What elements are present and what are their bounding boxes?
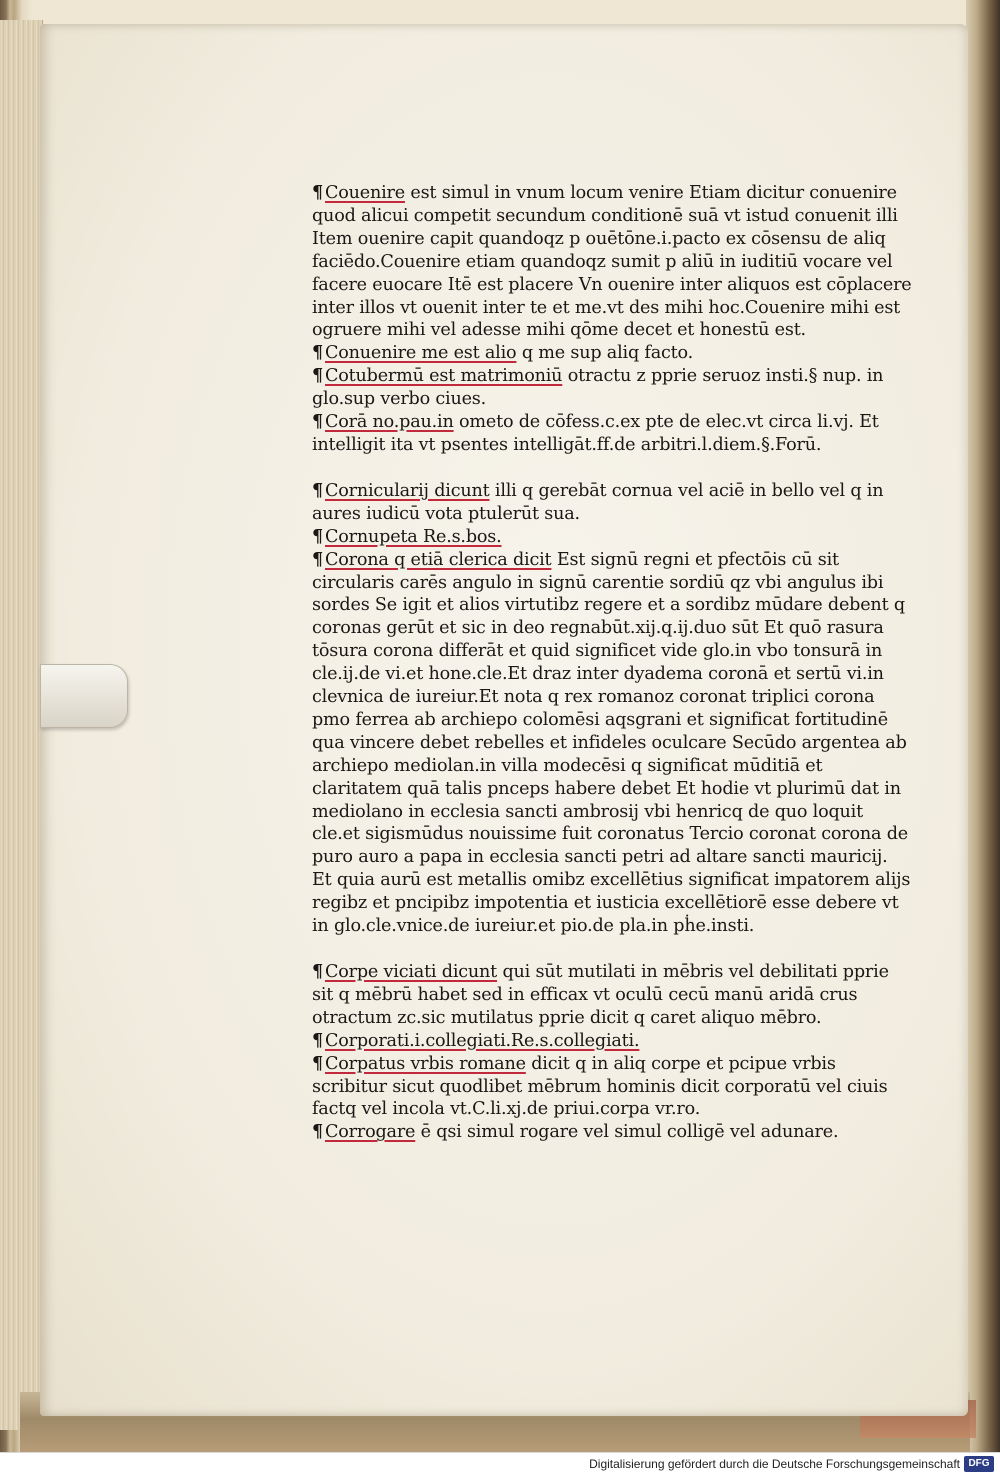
entry-cotubermu	[312, 365, 912, 411]
entry-head: Corrogare	[325, 1122, 416, 1143]
entry-corona	[312, 549, 912, 938]
pilcrow-icon: ¶	[312, 1029, 323, 1051]
footer-bar	[0, 1452, 1000, 1477]
page-clip	[40, 664, 128, 728]
entry-text: est simul in vnum locum venire Etiam dicitur conuenire quod alicui competit secundum conditionē suā vt istud conuenit illi Item ouenire capit quandoqz p ouētōne.i.pacto ex cōsensu de aliq faciēdo.Couenire etiam quandoqz sumit p aliū in iuditiū vocare vel facere euocare Itē est placere Vn ouenire inter aliquos est cōplacere inter illos vt ouenit inter te et me.vt des mihi hoc.Couenire mihi est ogruere mihi vel adesse mihi qōme decet et honestū est.	[312, 183, 912, 341]
entry-head: Couenire	[325, 183, 405, 203]
pilcrow-icon: ¶	[312, 182, 323, 203]
pilcrow-icon: ¶	[312, 961, 323, 982]
left-page-stack	[0, 20, 43, 1430]
pilcrow-icon: ¶	[312, 1121, 323, 1143]
pilcrow-icon: ¶	[312, 548, 323, 570]
pilcrow-icon: ¶	[312, 365, 323, 387]
entry-text: ometo de cōfess.c.ex pte de elec.vt circa li.vj. Et intelligit ita vt psentes intelligāt.ff.de arbitri.l.diem.§.Forū.	[312, 412, 879, 455]
entry-head: Corona q etiā clerica dicit	[325, 549, 552, 570]
entry-corporati	[312, 1030, 912, 1053]
entry-corrogare	[312, 1121, 912, 1144]
entry-cora	[312, 411, 912, 457]
entry-text: q me sup aliq facto.	[521, 343, 693, 364]
right-binding-edge	[966, 0, 1000, 1452]
entry-cornupeta	[312, 526, 912, 549]
footer-credit: Digitalisierung gefördert durch die Deutsche Forschungsgemeinschaft	[589, 1457, 960, 1471]
entry-conuenire-me	[312, 342, 912, 365]
incunable-text	[312, 182, 912, 1144]
entry-head: Conuenire me est alio	[325, 343, 517, 364]
entry-couenire	[312, 182, 912, 342]
dfg-logo: DFG	[964, 1456, 994, 1472]
entry-head: Cornupeta Re.s.bos.	[325, 526, 502, 547]
entry-head: Cotubermū est matrimoniū	[325, 366, 563, 387]
pilcrow-icon: ¶	[312, 342, 323, 364]
entry-head: Corpe viciati dicunt	[325, 962, 498, 982]
entry-text: Est signū regni et pfectōis cū sit circularis carēs angulo in signū carentie sordiū qz vbi angulus ibi sordes Se igit et alios virtutibz regere et a sordibz mūdare debent q coronas gerūt et sic in deo regnabūt.xij.q.ij.duo sūt Et quō rasura tōsura corona differāt et quid significet vide glo.in vbo tonsurā in cle.ij.de vi.et hone.cle.Et draz inter dyadema coronā et sertū vi.in clevnica de iureiur.Et nota q rex romanoz coronat triplici corona pmo ferrea ab archiepo colomēsi aqsgrani et significat fortitudinē qua vincere debet rebelles et infideles oculcare Secūdo argentea ab archiepo mediolan.in villa modecēsi q significat mūditiā et claritatem quā talis pnceps habere debet Et hodie vt plurimū dat in mediolano in ecclesia sancti ambrosij vbi henricq de quo loquit cle.et sigismūdus nouissime fuit coronatus Tercio coronat corona de puro auro a papa in ecclesia sancti petri ad altare sancti mauricij. Et quia aurū est metallis omibz excellētius significat impatorem alijs regibz et pncipibz impotentia et iusticia excellētiorē esse debere vt in glo.cle.vnice.de iureiur.et pio.de pla.in pḣe.insti.	[312, 549, 911, 937]
entry-corpe-viciati	[312, 961, 912, 1030]
pilcrow-icon: ¶	[312, 1052, 323, 1074]
entry-corpatus	[312, 1053, 912, 1122]
entry-text: dicit q in aliq corpe et pcipue vrbis scribitur sicut quodlibet mēbrum hominis dicit corporatū vel ciuis factq vel incola vt.C.li.xj.de priui.corpa vr.ro.	[312, 1053, 888, 1120]
entry-text: illi q gerebāt cornua vel aciē in bello vel q in aures iudicū vota ptulerūt sua.	[312, 480, 884, 524]
pilcrow-icon: ¶	[312, 411, 323, 433]
pilcrow-icon: ¶	[312, 479, 323, 501]
entry-head: Cornicularij dicunt	[325, 480, 490, 501]
entry-head: Corpatus vrbis romane	[325, 1053, 526, 1074]
pilcrow-icon: ¶	[312, 525, 323, 547]
entry-cornicularij	[312, 480, 912, 526]
entry-head: Corporati.i.collegiati.Re.s.collegiati.	[325, 1030, 640, 1051]
entry-text: otractu z pprie seruoz insti.§ nup. in glo.sup verbo ciues.	[312, 366, 884, 410]
entry-text: qui sūt mutilati in mēbris vel debilitati pprie sit q mēbrū habet sed in efficax vt oculū cecū manū aridā crus otractum zc.sic mutilatus pprie dicit q caret aliquo mēbro.	[312, 962, 889, 1028]
entry-head: Corā no.pau.in	[325, 412, 454, 433]
entry-text: ē qsi simul rogare vel simul colligē vel adunare.	[420, 1122, 839, 1143]
